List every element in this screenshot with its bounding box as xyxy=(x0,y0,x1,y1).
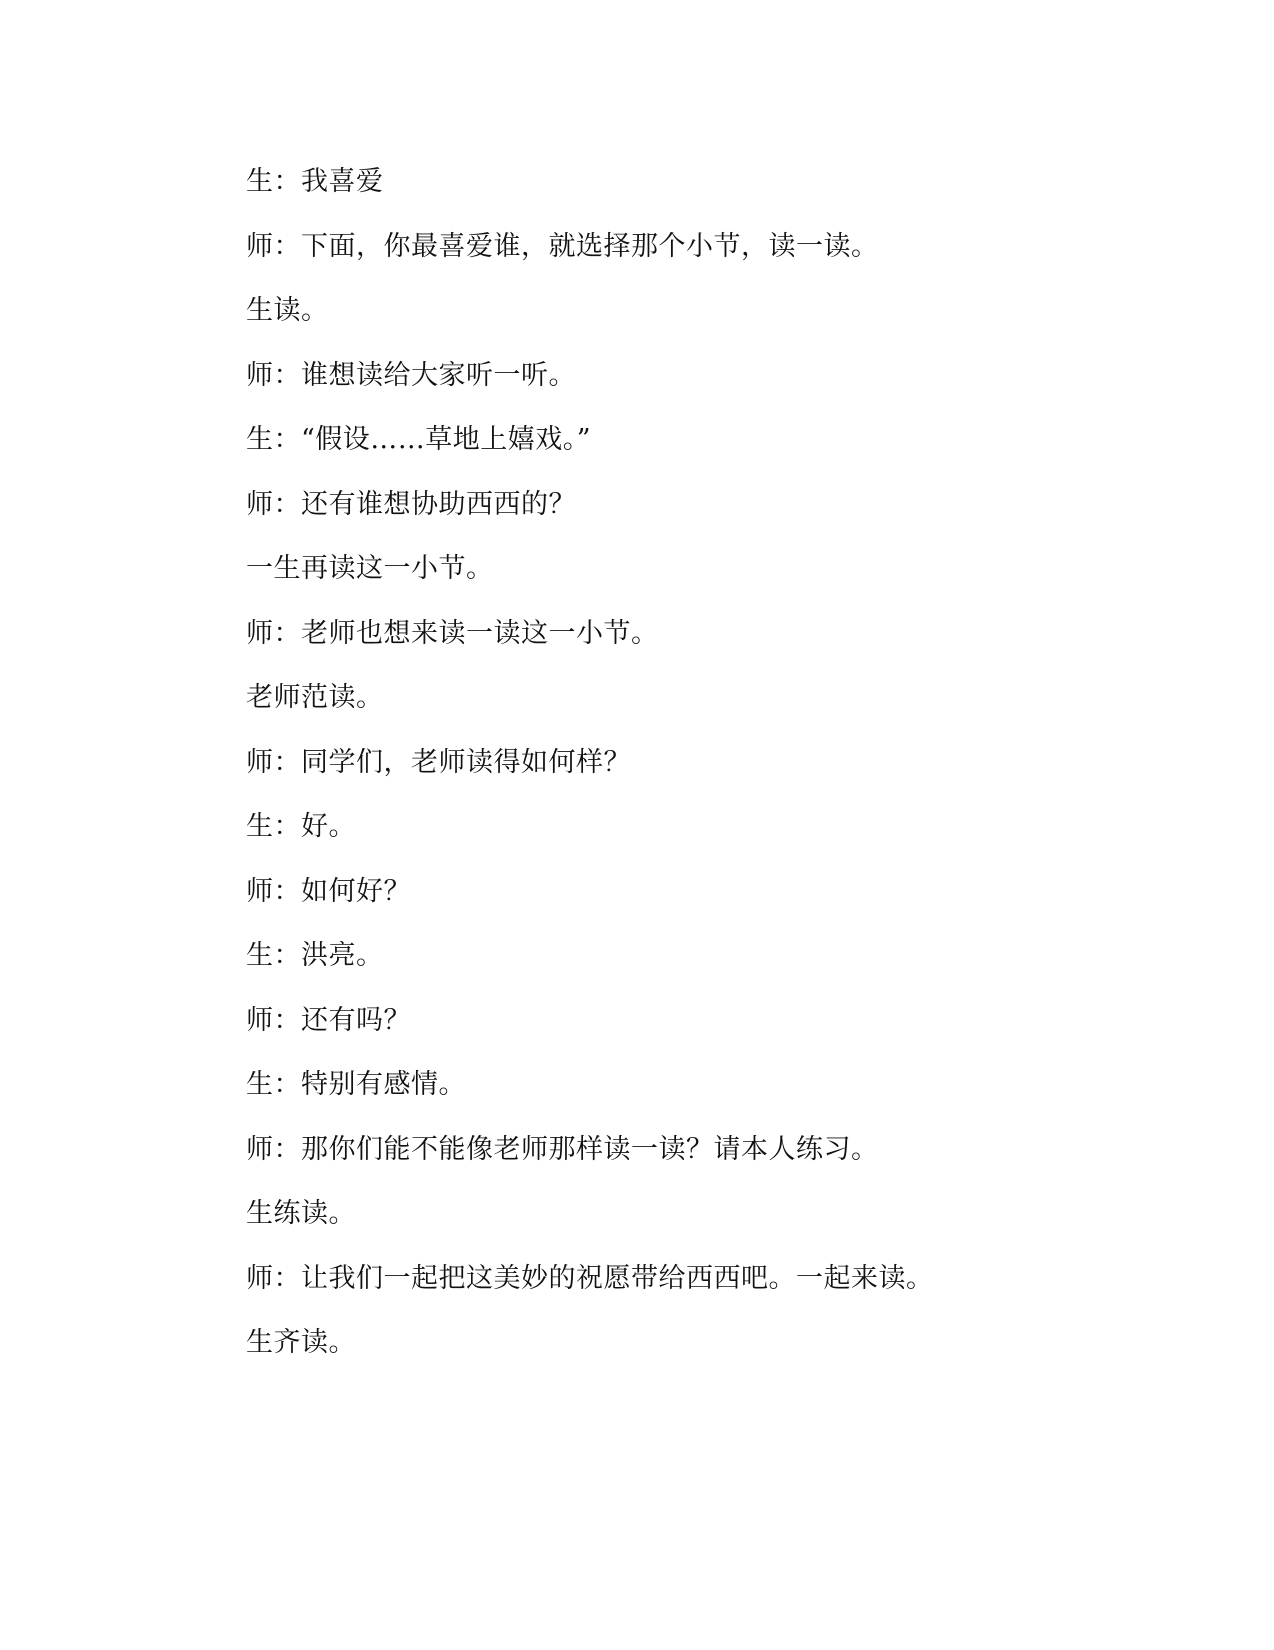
text-line: 生练读。 xyxy=(246,1198,356,1229)
text-line: 生：特别有感情。 xyxy=(246,1069,466,1100)
text-line: 师：还有谁想协助西西的？ xyxy=(246,488,576,520)
text-line: 生读。 xyxy=(246,295,329,326)
dialogue-text xyxy=(246,162,1146,1388)
text-line: 师：让我们一起把这美妙的祝愿带给西西吧。一起来读。 xyxy=(246,1262,934,1294)
text-line: 师：下面，你最喜爱谁，就选择那个小节，读一读。 xyxy=(246,230,879,262)
text-line: 师：还有吗？ xyxy=(246,1004,411,1036)
text-line: 师：那你们能不能像老师那样读一读？请本人练习。 xyxy=(246,1133,879,1165)
text-line: 生：“假设……草地上嬉戏。” xyxy=(246,424,592,455)
text-line: 老师范读。 xyxy=(246,682,384,713)
text-line: 师：谁想读给大家听一听。 xyxy=(246,359,576,391)
text-line: 一生再读这一小节。 xyxy=(246,553,494,584)
text-line: 生齐读。 xyxy=(246,1327,356,1358)
text-line: 生：洪亮。 xyxy=(246,940,384,971)
text-line: 师：如何好？ xyxy=(246,875,411,907)
text-line: 生：我喜爱 xyxy=(246,166,384,197)
text-line: 师：同学们，老师读得如何样？ xyxy=(246,746,631,778)
text-line: 生：好。 xyxy=(246,811,356,842)
text-line: 师：老师也想来读一读这一小节。 xyxy=(246,617,659,649)
